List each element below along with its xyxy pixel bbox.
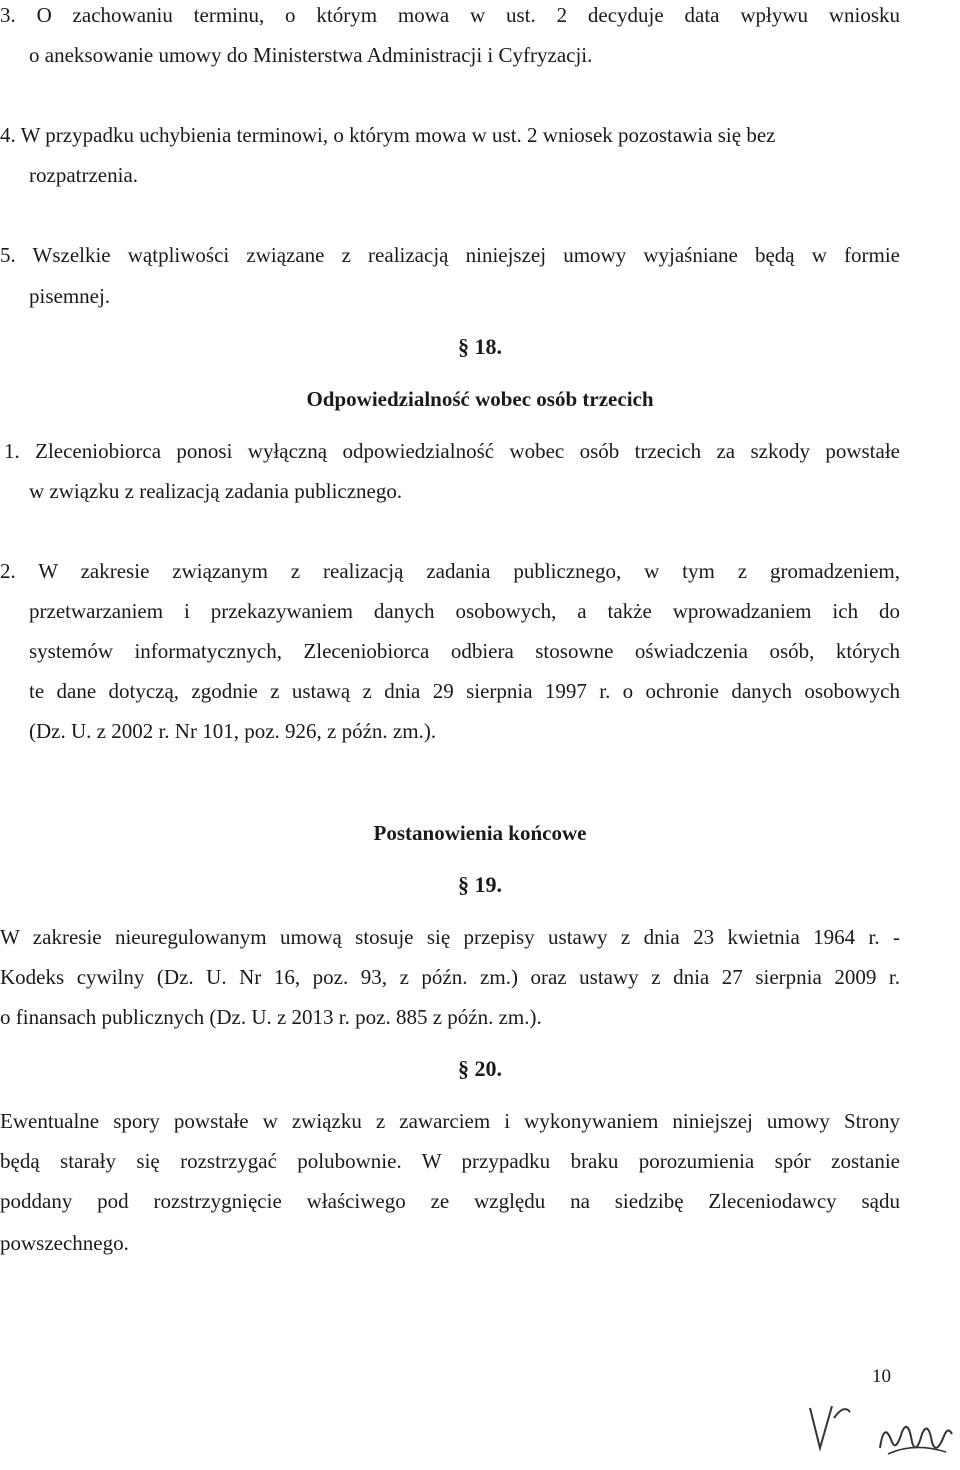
page-number: 10 — [872, 1366, 891, 1387]
paragraph-3-line-2: o aneksowanie umowy do Ministerstwa Administracji i Cyfryzacji. — [29, 43, 593, 67]
section-18-number: § 18. — [458, 334, 502, 359]
section-18-point-2-line-1: 2. W zakresie związanym z realizacją zadania publicznego, w tym z gromadzeniem, — [0, 559, 900, 583]
section-20-line-1: Ewentualne spory powstałe w związku z zawarciem i wykonywaniem niniejszej umowy Strony — [0, 1109, 900, 1133]
paragraph-4-line-1: 4. W przypadku uchybienia terminowi, o którym mowa w ust. 2 wniosek pozostawia się bez — [0, 123, 776, 147]
section-18-point-1-line-2: w związku z realizacją zadania publicznego. — [29, 479, 403, 503]
section-19-line-1: W zakresie nieuregulowanym umową stosuje się przepisy ustawy z dnia 23 kwietnia 1964 r. - — [0, 925, 900, 949]
section-20-line-2: będą starały się rozstrzygać polubownie. W przypadku braku porozumienia spór zostanie — [0, 1149, 900, 1173]
paragraph-5-line-1: 5. Wszelkie wątpliwości związane z realizacją niniejszej umowy wyjaśniane będą w formie — [0, 243, 900, 267]
section-20-number: § 20. — [458, 1056, 502, 1081]
handwritten-signature — [874, 1412, 956, 1464]
final-provisions-title: Postanowienia końcowe — [373, 821, 587, 845]
section-18-point-2-line-4: te dane dotyczą, zgodnie z ustawą z dnia 29 sierpnia 1997 r. o ochronie danych osobowych — [29, 679, 900, 703]
paragraph-5-line-2: pisemnej. — [29, 284, 111, 308]
paragraph-3-line-1: 3. O zachowaniu terminu, o którym mowa w ust. 2 decyduje data wpływu wniosku — [0, 3, 900, 27]
section-18-title: Odpowiedzialność wobec osób trzecich — [306, 387, 654, 411]
section-19-line-2: Kodeks cywilny (Dz. U. Nr 16, poz. 93, z późn. zm.) oraz ustawy z dnia 27 sierpnia 2009 r. — [0, 965, 900, 989]
section-20-line-4: powszechnego. — [0, 1231, 129, 1255]
section-18-point-1-line-1: 1. Zleceniobiorca ponosi wyłączną odpowiedzialność wobec osób trzecich za szkody powstałe — [4, 439, 900, 463]
section-18-point-2-line-5: (Dz. U. z 2002 r. Nr 101, poz. 926, z późn. zm.). — [29, 719, 437, 743]
section-19-line-3: o finansach publicznych (Dz. U. z 2013 r. poz. 885 z późn. zm.). — [0, 1005, 542, 1029]
section-19-number: § 19. — [458, 872, 502, 897]
section-18-point-2-line-3: systemów informatycznych, Zleceniobiorca odbiera stosowne oświadczenia osób, których — [29, 639, 900, 663]
section-18-point-2-line-2: przetwarzaniem i przekazywaniem danych osobowych, a także wprowadzaniem ich do — [29, 599, 900, 623]
paragraph-4-line-2: rozpatrzenia. — [29, 163, 139, 187]
section-20-line-3: poddany pod rozstrzygnięcie właściwego ze względu na siedzibę Zleceniodawcy sądu — [0, 1189, 900, 1213]
handwritten-initial-mark — [804, 1398, 854, 1458]
